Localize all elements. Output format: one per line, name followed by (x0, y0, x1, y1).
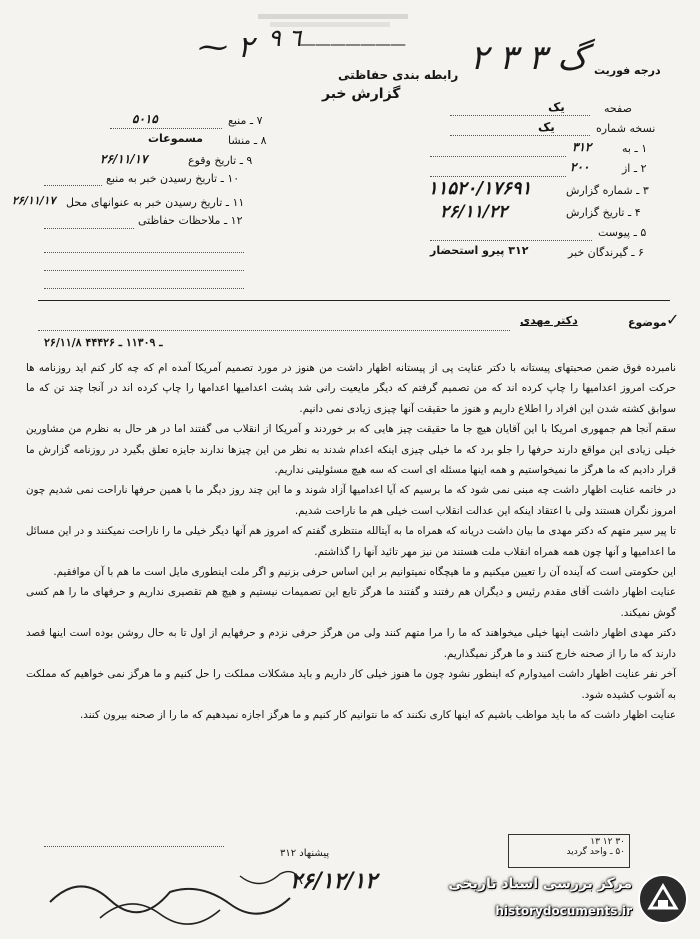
field-dots (44, 288, 244, 289)
field-value-local-date: ۲۶/۱۱/۱۷ (12, 194, 56, 207)
handwritten-mark-middle: ٦ ٩ (268, 24, 302, 52)
field-dots (430, 240, 592, 241)
field-label-report-number: ۳ ـ شماره گزارش (566, 184, 649, 197)
field-dots (430, 156, 566, 157)
body-paragraph: دکتر مهدی اظهار داشت اینها خیلی میخواهند که ما را مرا متهم کنند ولی من هرگز حرفی نزدم و حرفهایم از اول تا به حال روشن بوده است اینها قصد دارند که ما را از صحنه خارج کنند و ما هرگز نمیگذاریم. (26, 627, 676, 660)
footer-source-code: پیشنهاد ۳۱۲ (280, 848, 330, 859)
reference-number: ۲۶/۱۱/۸ ـ ۱۱۳۰۹ ـ ۴۴۴۲۶ (44, 336, 163, 349)
body-paragraph: عنایت اظهار داشت آقای مقدم رئیس و دیگران هم رفتند و گفتند ما هرگز تابع این تصمیمات نیستیم و هیچ هم تقصیری نداریم و حرفهای ما را هم کسی گوش نمیکند. (26, 586, 676, 619)
unit-title: رابطه بندی حفاظتی (338, 68, 459, 82)
field-label-origin: ۸ ـ منشا (228, 134, 267, 147)
watermark (448, 868, 694, 932)
field-label-security-notes: ۱۲ ـ ملاحظات حفاظتی (138, 214, 243, 227)
handwritten-mark-left: ⁓ ٢ (198, 30, 254, 65)
archive-logo-icon (636, 872, 690, 926)
field-dots (44, 228, 134, 229)
field-label-to: ۱ ـ به (622, 142, 648, 155)
check-mark-icon: ✓ (666, 310, 680, 329)
subject-value: دکتر مهدی (520, 314, 578, 327)
field-value-event-date: ۲۶/۱۱/۱۷ (100, 152, 148, 166)
field-dots (44, 252, 244, 253)
field-dots (430, 176, 566, 177)
field-label-copy-number: نسخه شماره (596, 122, 656, 135)
field-value-origin: مسموعات (148, 132, 203, 145)
field-label-attachment: ۵ ـ پیوست (598, 226, 647, 239)
field-dots (38, 330, 510, 331)
field-label-recipients: ۶ ـ گیرندگان خبر (568, 246, 644, 259)
field-label-from: ۲ ـ از (622, 162, 647, 175)
body-paragraph: تا پیر سیر متهم که دکتر مهدی ما بیان داشت دریانه که همراه ما به آیتالله منتظری گفتم که امروز هم آنها دیگر خیلی ما را ناراحت نمیکنند و در این مسائل ما اعدامیها و آنها چون همه همراه انقلاب ملت هستند من نیز مهر تائید آنها را گذاشتم. (26, 525, 676, 558)
field-value-page: یک (548, 100, 565, 114)
field-value-copy-number: یک (538, 120, 555, 134)
body-paragraph: عنایت اظهار داشت که ما باید مواظب باشیم که اینها کاری نکنند که ما نتوانیم کار کنیم و ما هرگز اجازه نمیدهیم که ما را از صحنه بیرون کنند. (80, 708, 676, 721)
body-paragraph: نامبرده فوق ضمن صحبتهای پیستانه با دکتر عنایت پی از پیستانه اظهار داشت من هنوز در مورد تصمیم آمریکا آمده ام که چه کار کنم اید روزنامه ها حرکت امروز اعدامیها را چاپ کرده اند که من تصمیم گرفتم که دیگر مایعیت رانی شد پشت اعدامیها اعدامها را چاپ کرده اند در آنجا چند تن که ما سوابق کشته شدن این افراد را اطلاع داریم و هنوز ما حقیقت آنها چیزی زیادی نمی دانیم. (26, 362, 676, 415)
scribble-line: ——————— (300, 34, 405, 53)
field-value-from: ۲۰۰ (570, 160, 590, 174)
body-paragraph: این حکومتی است که آینده آن را تعیین میکنیم و ما هیچگاه نمیتوانیم بر این اساس حرفی بزنیم و اگر ملت اینطوری مایل است ما هم با آن موافقیم. (53, 566, 676, 579)
watermark-url: historydocuments.ir (495, 904, 632, 918)
body-paragraph: در خاتمه عنایت اظهار داشت چه مبنی نمی شود که ما برسیم که آیا اعدامیها آزاد شوند و ما این چند روز دیگر ما با همین حرفها ناراحت نمی شدیم چون امروز نگران هستند ولی با اعتقاد اینکه این عدالت انقلاب است خیلی هم ما ناراحت شدیم. (26, 484, 676, 517)
body-paragraph: آخر نفر عنایت اظهار داشت امیدوارم که اینطور نشود چون ما هنوز خیلی کار داریم و باید مشکلات مملکت را حل کنیم و ما هرگز نمی خواهیم که مملکت به آشوب کشیده شود. (26, 668, 676, 701)
field-label-event-date: ۹ ـ تاریخ وقوع (188, 154, 253, 167)
field-value-report-date: ۲۶/۱۱/۲۲ (440, 202, 508, 222)
field-label-source: ۷ ـ منبع (228, 114, 263, 127)
field-label-report-date: ۴ ـ تاریخ گزارش (566, 206, 641, 219)
classification-label: درجه فوریت (594, 64, 661, 77)
field-value-recipients: ۳۱۲ پیرو استحضار (430, 244, 529, 257)
field-label-page: صفحه (604, 102, 632, 115)
signature-date: ۲۶/۱۲/۱۲ (290, 868, 377, 894)
field-value-report-number: ۱۱۵۲۰/۱۷۶۹۱ (428, 178, 532, 199)
field-dots (44, 846, 224, 847)
scan-artifact (258, 14, 408, 19)
watermark-title: مرکز بررسی اسناد تاریخی (448, 876, 632, 892)
field-value-to: ۳۱۲ (572, 140, 592, 154)
field-label-local-date: ۱۱ ـ تاریخ رسیدن خبر به عنوانهای محل (66, 196, 245, 209)
body-paragraph: سقم آنجا هم جمهوری امریکا با این آقایان هیچ جا ما حقیقت چیز هایی که بر خوردند و آمریکا از انقلاب می گفتند اما در هر حال به نظرم من مشاورین خیلی زیادی این مواقع دارند حرفها را جلو برد که ما خیلی چیزی اینکه اعدام شدند به نظر من این چیزها ندارند جایزه تعلق بگیرد در روزنامه گزارش ما قرار دادیم که ما هرگز ما نمیخواستیم و همه اینها مسئله ای است که سه هیچ مسئولیتی نداریم. (26, 423, 676, 477)
field-label-source-date: ۱۰ ـ تاریخ رسیدن خبر به منبع (106, 172, 240, 185)
stamp-line: ۳۰ ۱۲ ۱۳ (590, 837, 625, 847)
signature-icon (40, 862, 320, 928)
stamp-line: ۵۰ ـ واحد گردید (566, 847, 625, 857)
section-divider (38, 300, 670, 301)
field-dots (44, 270, 244, 271)
handwritten-mark: ۲ ۳ گ ۳ (470, 38, 588, 78)
report-body (26, 358, 676, 725)
subject-label: موضوع (628, 316, 667, 329)
field-value-source: ۵۰۱۵ (132, 112, 158, 126)
stamp-box (508, 834, 630, 868)
field-dots (44, 185, 102, 186)
report-title: گزارش خبر (322, 86, 401, 102)
field-dots (450, 135, 590, 136)
field-dots (450, 115, 590, 116)
field-dots (110, 128, 222, 129)
